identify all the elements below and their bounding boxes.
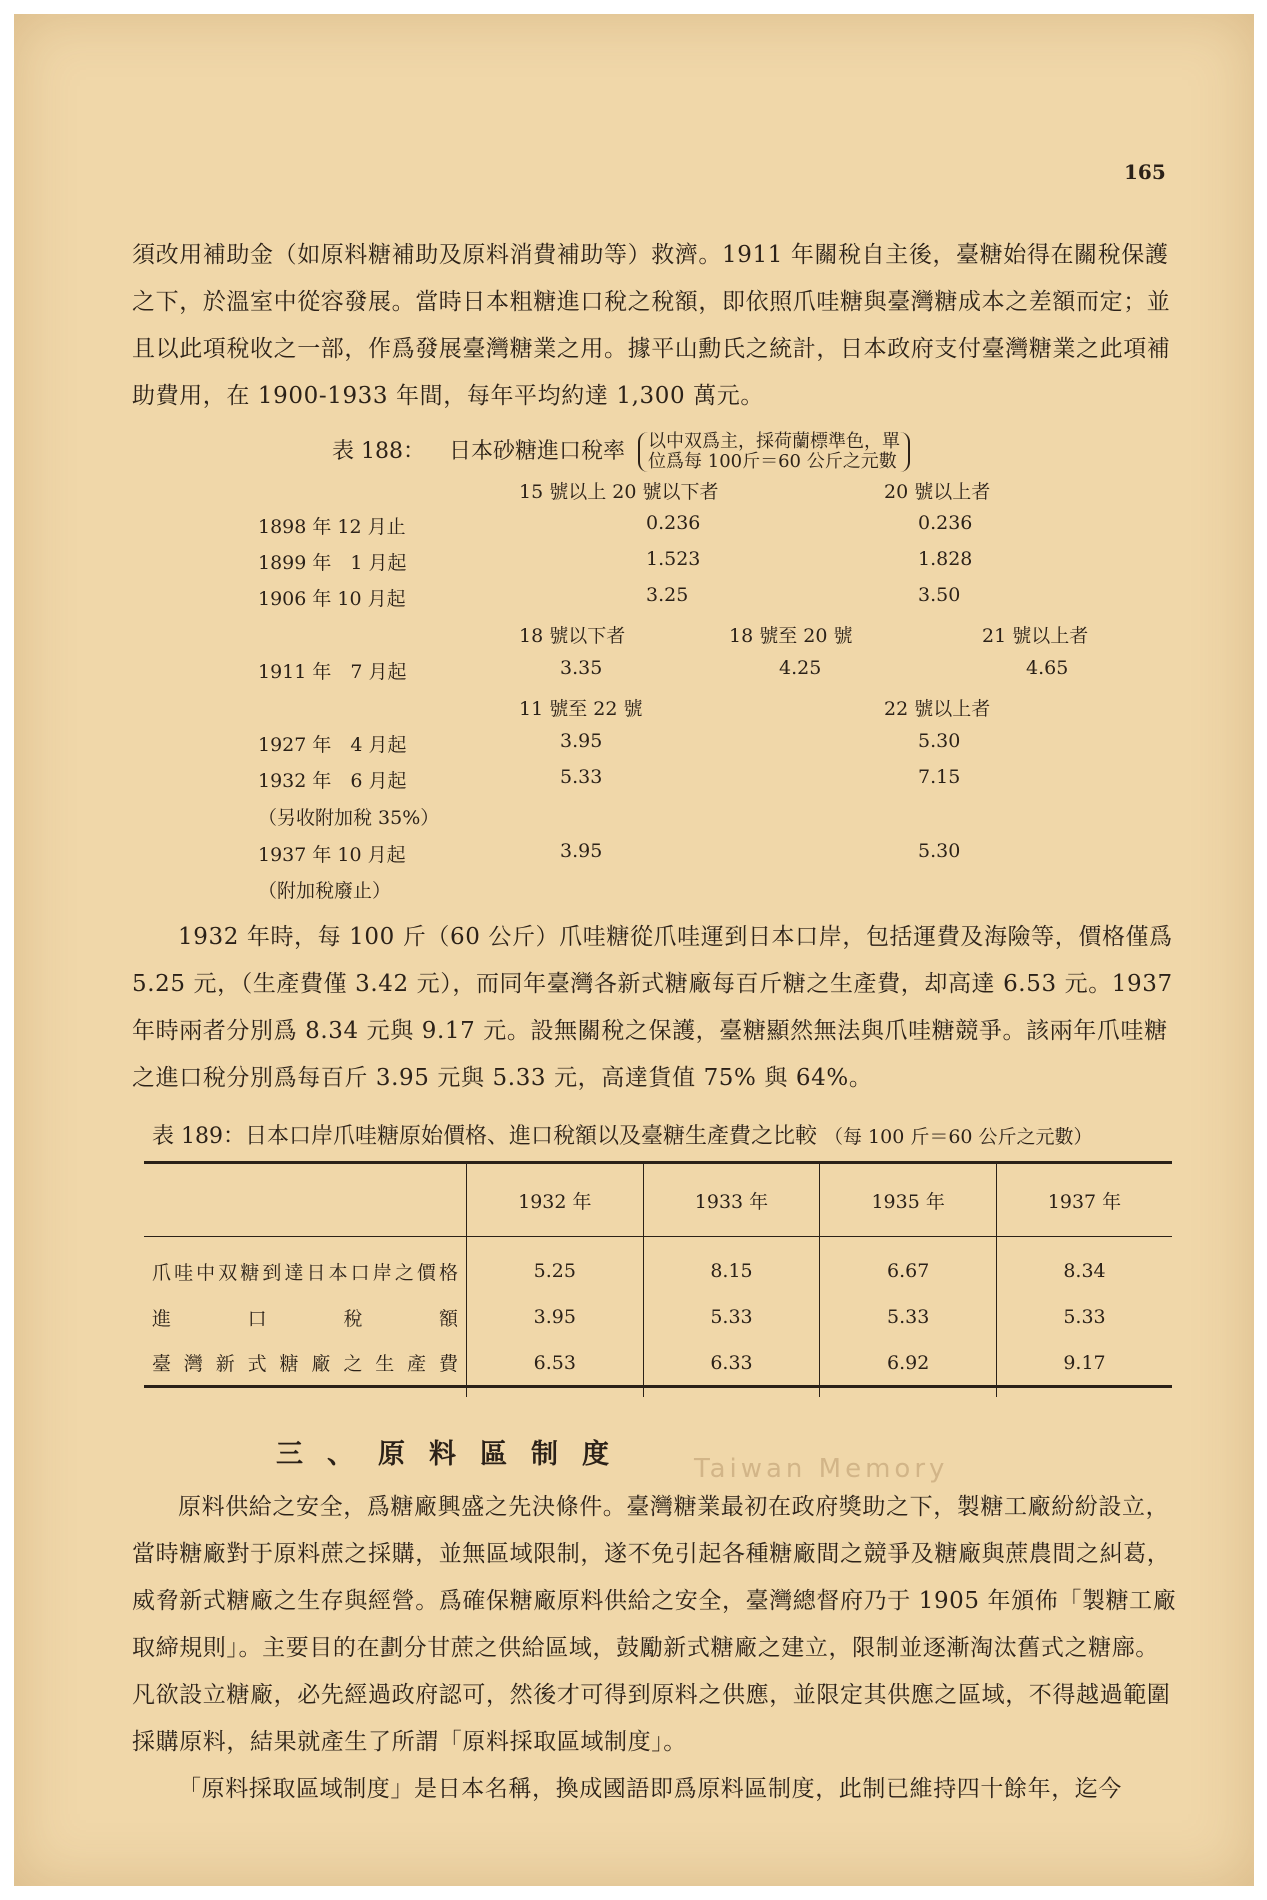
table-188-value: 7.15: [918, 766, 961, 788]
cell: 6.53: [467, 1340, 644, 1397]
table-189-title: 表 189：日本口岸爪哇糖原始價格、進口稅額以及臺糖生產費之比較: [152, 1124, 817, 1149]
table-188-name: 日本砂糖進口稅率: [449, 439, 626, 464]
table-188-title: [332, 432, 910, 472]
table-188-value: 3.95: [560, 840, 603, 862]
table-188-date: 1911 年 7 月起: [258, 661, 407, 683]
table-188-value: 3.50: [918, 584, 961, 606]
table-189: [144, 1164, 1172, 1397]
cell: 6.92: [820, 1340, 997, 1397]
header-empty: [144, 1164, 467, 1237]
table-188-header: 20 號以上者: [884, 481, 991, 503]
cell: 8.34: [996, 1237, 1172, 1295]
header-year: 1935 年: [820, 1164, 997, 1237]
table-188-value: 5.30: [918, 730, 961, 752]
paragraph-4: 「原料採取區域制度」是日本名稱，換成國語即爲原料區制度，此制已維持四十餘年，迄今: [178, 1776, 1122, 1802]
watermark: Taiwan Memory: [694, 1454, 949, 1484]
table-188-note-row: （另收附加稅 35%）: [258, 807, 440, 829]
table-header-row: [144, 1164, 1172, 1237]
header-year: 1932 年: [467, 1164, 644, 1237]
row-label: 臺灣新式糖廠之生產費: [152, 1353, 458, 1375]
cell: 5.33: [820, 1294, 997, 1340]
table-188-value: 1.828: [918, 548, 973, 570]
table-row: [144, 1340, 1172, 1397]
scanned-page: [14, 14, 1254, 1886]
table-188-value: 4.65: [1026, 657, 1069, 679]
table-188-date: 1898 年 12 月止: [258, 516, 406, 538]
cell: 5.25: [467, 1237, 644, 1295]
cell: 6.33: [643, 1340, 820, 1397]
table-188-value: 5.30: [918, 840, 961, 862]
cell: 5.33: [643, 1294, 820, 1340]
header-year: 1937 年: [996, 1164, 1172, 1237]
table-188-date: 1932 年 6 月起: [258, 770, 407, 792]
table-188-header: 21 號以上者: [982, 625, 1089, 647]
table-188-label: 表 188：: [332, 439, 425, 464]
section-heading: 三、原料區制度: [276, 1439, 633, 1470]
page-number: 165: [1124, 160, 1166, 184]
table-188-date: 1899 年 1 月起: [258, 552, 407, 574]
table-189-unit: （每 100 斤＝60 公斤之元數）: [824, 1126, 1093, 1148]
table-188-header: 18 號以下者: [519, 625, 626, 647]
table-188-value: 0.236: [646, 512, 701, 534]
table-188-header: 18 號至 20 號: [729, 625, 853, 647]
table-188-date: 1927 年 4 月起: [258, 734, 407, 756]
paragraph-2: 1932 年時，每 100 斤（60 公斤）爪哇糖從爪哇運到日本口岸，包括運費及海險等，價格僅爲 5.25 元，（生產費僅 3.42 元），而同年臺灣各新式糖廠每百斤糖之生產費，却高達 6.53 元。1937 年時兩者分別爲 8.34 元與 9.17 元。設無關稅之保護，臺糖顯然無法與爪哇糖競爭。該兩年爪哇糖之進口稅分別爲每百斤 3.95 元與 5.33 元，高達貨值 75% 與 64%。: [132, 924, 1173, 1091]
table-188-value: 0.236: [918, 512, 973, 534]
table-188-date: 1937 年 10 月起: [258, 844, 406, 866]
table-188-value: 3.25: [646, 584, 689, 606]
cell: 8.15: [643, 1237, 820, 1295]
table-188-note-row: （附加稅廢止）: [258, 880, 392, 902]
table-188-value: 3.35: [560, 657, 603, 679]
table-188-header: 15 號以上 20 號以下者: [519, 481, 719, 503]
paragraph-3: 原料供給之安全，爲糖廠興盛之先決條件。臺灣糖業最初在政府獎助之下，製糖工廠紛紛設立，當時糖廠對于原料蔗之採購，並無區域限制，遂不免引起各種糖廠間之競爭及糖廠與蔗農間之糾葛，威脅新式糖廠之生存與經營。爲確保糖廠原料供給之安全，臺灣總督府乃于 1905 年頒佈「製糖工廠取締規則」。主要目的在劃分甘蔗之供給區域，鼓勵新式糖廠之建立，限制並逐漸淘汰舊式之糖廍。凡欲設立糖廠，必先經過政府認可，然後才可得到原料之供應，並限定其供應之區域，不得越過範圍採購原料，結果就產生了所謂「原料採取區域制度」。: [132, 1494, 1177, 1755]
table-188-value: 3.95: [560, 730, 603, 752]
table-row: [144, 1237, 1172, 1295]
row-label: 爪哇中双糖到達日本口岸之價格: [152, 1262, 458, 1284]
table-188-header: 11 號至 22 號: [519, 698, 643, 720]
cell: 3.95: [467, 1294, 644, 1340]
paragraph-1: 須改用補助金（如原料糖補助及原料消費補助等）救濟。1911 年關稅自主後，臺糖始得在關稅保護之下，於溫室中從容發展。當時日本粗糖進口稅之稅額，即依照爪哇糖與臺灣糖成本之差額而定；並且以此項稅收之一部，作爲發展臺灣糖業之用。據平山勳氏之統計，日本政府支付臺灣糖業之此項補助費用，在 1900-1933 年間，每年平均約達 1,300 萬元。: [132, 242, 1171, 409]
cell: 6.67: [820, 1237, 997, 1295]
table-rule-bottom: [144, 1385, 1172, 1388]
cell: 5.33: [996, 1294, 1172, 1340]
table-188-value: 5.33: [560, 766, 603, 788]
table-188-value: 4.25: [779, 657, 822, 679]
row-label: 進口稅額: [152, 1307, 458, 1330]
table-189-caption: [152, 1119, 1093, 1150]
header-year: 1933 年: [643, 1164, 820, 1237]
table-188-date: 1906 年 10 月起: [258, 588, 406, 610]
table-188-value: 1.523: [646, 548, 701, 570]
table-188-note: 以中双爲主，採荷蘭標準色，單 位爲每 100斤＝60 公斤之元數: [638, 432, 910, 472]
table-188-header: 22 號以上者: [884, 698, 991, 720]
cell: 9.17: [996, 1340, 1172, 1397]
table-row: [144, 1294, 1172, 1340]
